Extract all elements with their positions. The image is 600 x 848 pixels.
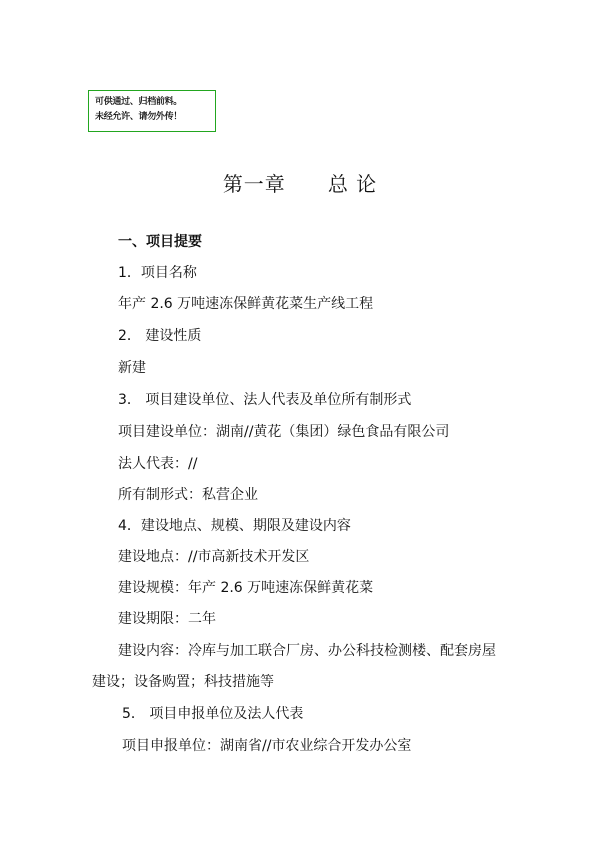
chapter-number: 第一章 <box>222 172 286 196</box>
item-3-representative: 法人代表：// <box>118 456 198 472</box>
item-4-heading: 4．建设地点、规模、期限及建设内容 <box>118 518 351 534</box>
item-3-unit: 项目建设单位：湖南//黄花（集团）绿色食品有限公司 <box>118 424 450 440</box>
watermark-stamp <box>88 90 216 132</box>
item-2-heading: 2． 建设性质 <box>118 328 202 344</box>
stamp-line-2: 未经允许、请勿外传！ <box>95 112 183 122</box>
item-3-heading: 3． 项目建设单位、法人代表及单位所有制形式 <box>118 392 412 408</box>
item-4-location: 建设地点：//市高新技术开发区 <box>118 549 310 565</box>
item-1-heading: 1．项目名称 <box>118 265 197 281</box>
item-4-content-line-2: 建设；设备购置；科技措施等 <box>92 674 274 690</box>
section-heading: 一、项目提要 <box>118 234 202 250</box>
item-4-scale: 建设规模：年产 2.6 万吨速冻保鲜黄花菜 <box>118 580 374 596</box>
chapter-title <box>0 168 600 197</box>
chapter-name: 总 论 <box>327 172 378 196</box>
item-1-value: 年产 2.6 万吨速冻保鲜黄花菜生产线工程 <box>118 296 374 312</box>
item-5-unit: 项目申报单位：湖南省//市农业综合开发办公室 <box>122 738 412 754</box>
item-5-heading: 5． 项目申报单位及法人代表 <box>122 706 304 722</box>
item-4-content-line-1: 建设内容：冷库与加工联合厂房、办公科技检测楼、配套房屋 <box>118 643 496 659</box>
stamp-line-1: 可供通过、归档前料。 <box>95 97 183 107</box>
item-3-ownership: 所有制形式：私营企业 <box>118 487 258 503</box>
item-2-value: 新建 <box>118 360 146 376</box>
item-4-period: 建设期限：二年 <box>118 611 216 627</box>
